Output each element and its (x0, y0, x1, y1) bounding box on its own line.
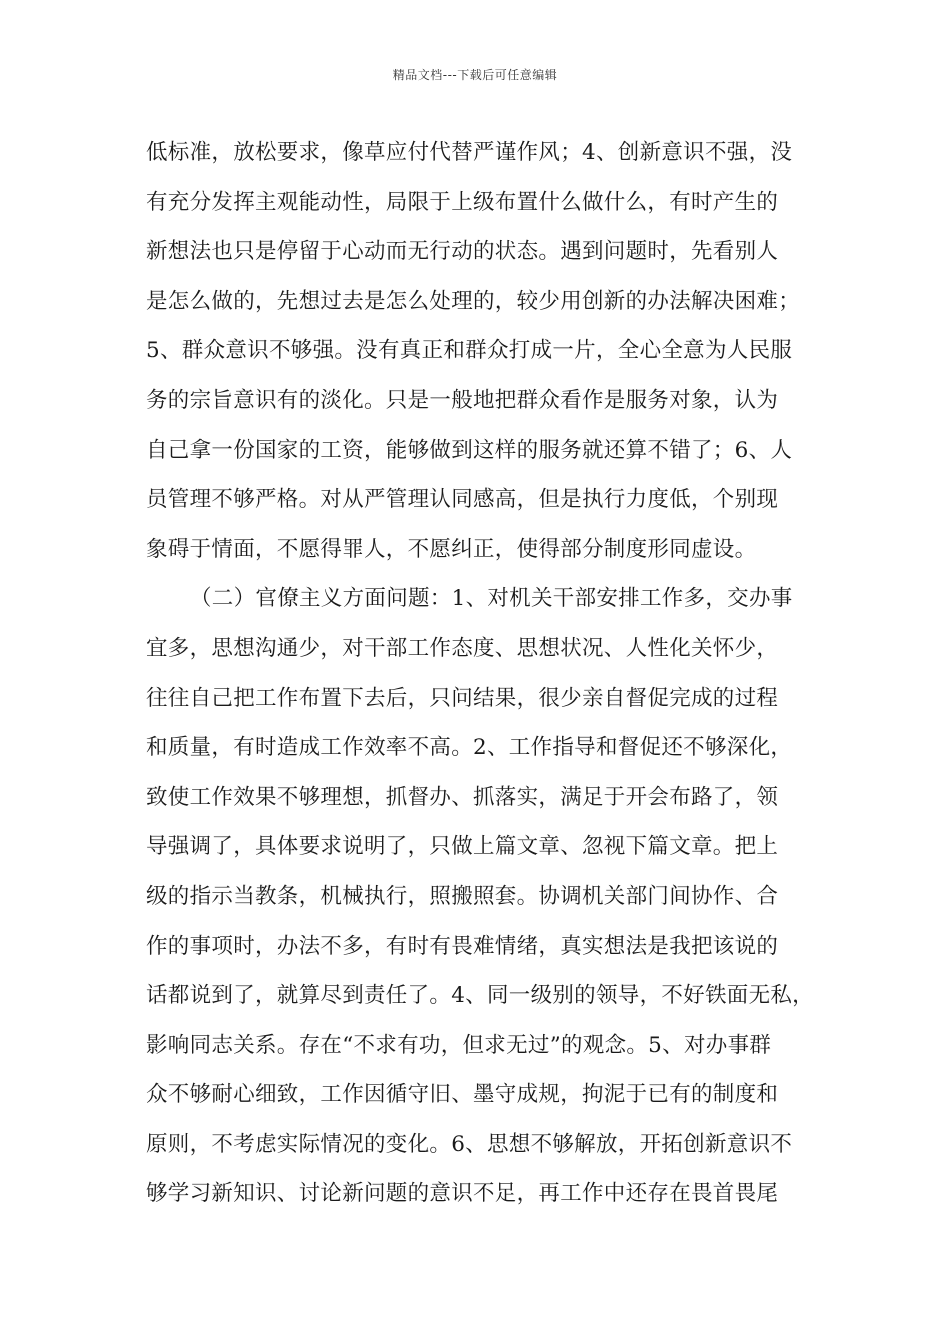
text-line: 自己拿一份国家的工资，能够做到这样的服务就还算不错了；6、人 (146, 437, 793, 463)
text-line: 宜多，思想沟通少，对干部工作态度、思想状况、人性化关怀少， (146, 635, 779, 661)
section-heading-line: （二）官僚主义方面问题：1、对机关干部安排工作多，交办事 (190, 586, 793, 612)
text-line: 和质量，有时造成工作效率不高。2、工作指导和督促还不够深化， (146, 735, 793, 761)
text-line: 低标准，放松要求，像草应付代替严谨作风；4、创新意识不强，没 (146, 140, 793, 165)
text-line: 致使工作效果不够理想，抓督办、抓落实，满足于开会布路了，领 (146, 784, 779, 810)
text-line: 原则，不考虑实际情况的变化。6、思想不够解放，开拓创新意识不 (146, 1131, 793, 1157)
text-line: 象碍于情面，不愿得罪人，不愿纠正，使得部分制度形同虚设。 (146, 536, 757, 562)
text-line: 众不够耐心细致，工作因循守旧、墨守成规，拘泥于已有的制度和 (146, 1082, 779, 1108)
text-line: 级的指示当教条，机械执行，照搬照套。协调机关部门间协作、合 (146, 883, 779, 909)
text-line: 是怎么做的，先想过去是怎么处理的，较少用创新的办法解决困难； (146, 288, 801, 314)
text-line: 有充分发挥主观能动性，局限于上级布置什么做什么，有时产生的 (146, 189, 779, 215)
text-line: 作的事项时，办法不多，有时有畏难情绪，真实想法是我把该说的 (146, 933, 779, 959)
text-line: 5、群众意识不够强。没有真正和群众打成一片，全心全意为人民服 (146, 338, 793, 364)
text-line: 务的宗旨意识有的淡化。只是一般地把群众看作是服务对象，认为 (146, 387, 779, 413)
text-line: 影响同志关系。存在“不求有功，但求无过”的观念。5、对办事群 (146, 1032, 772, 1058)
text-line: 够学习新知识、讨论新问题的意识不足，再工作中还存在畏首畏尾 (146, 1181, 779, 1207)
document-body (146, 128, 826, 1219)
text-line: 新想法也只是停留于心动而无行动的状态。遇到问题时，先看别人 (146, 239, 779, 265)
text-line: 话都说到了，就算尽到责任了。4、同一级别的领导，不好铁面无私， (146, 983, 814, 1009)
text-line: 导强调了，具体要求说明了，只做上篇文章、忽视下篇文章。把上 (146, 834, 779, 860)
text-line: 员管理不够严格。对从严管理认同感高，但是执行力度低，个别现 (146, 487, 779, 513)
text-line: 往往自己把工作布置下去后，只问结果，很少亲自督促完成的过程 (146, 685, 779, 711)
page-header: 精品文档---下载后可任意编辑 (392, 68, 558, 82)
